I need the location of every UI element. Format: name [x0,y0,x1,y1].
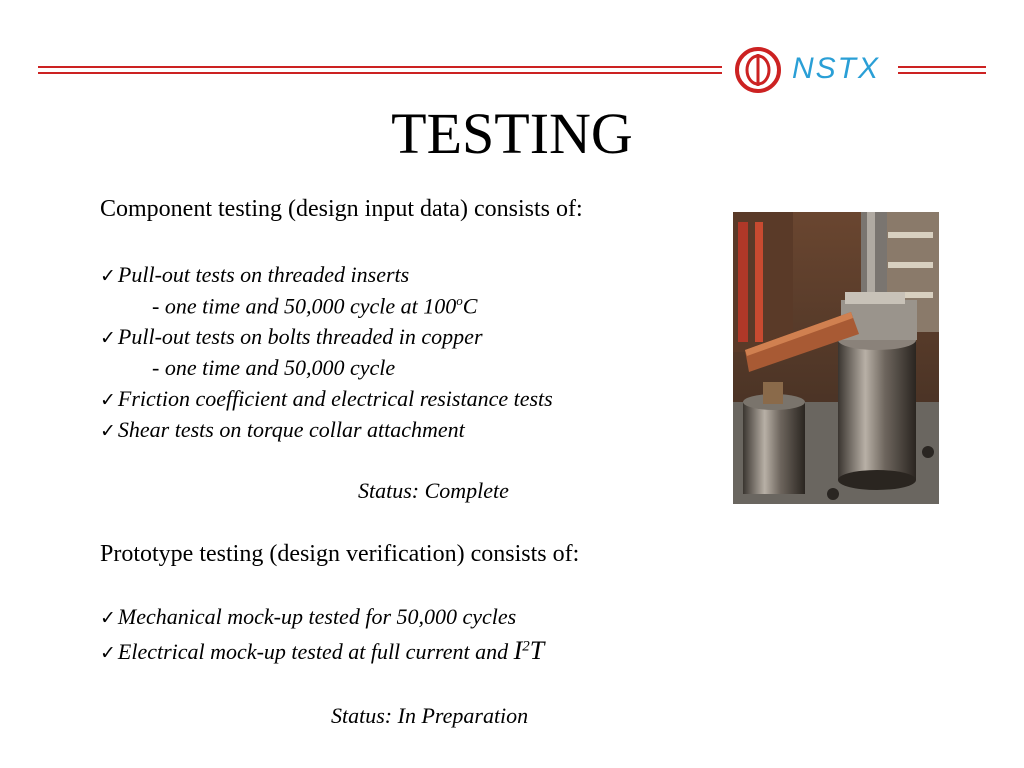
prototype-heading: Prototype testing (design verification) consists of: [100,541,580,567]
list-item: ✓Friction coefficient and electrical resistance tests [100,386,553,411]
list-item: ✓Pull-out tests on bolts threaded in copper [100,324,483,349]
component-heading: Component testing (design input data) consists of: [100,196,583,222]
sub-item: - one time and 50,000 cycle at 100$^o$C [152,293,478,319]
list-item: ✓Shear tests on torque collar attachment [100,417,465,442]
check-icon: ✓ [100,607,116,629]
component-status: Status: Complete [358,478,509,503]
check-icon: ✓ [100,327,116,349]
test-fixture-photo [733,212,939,504]
logo-text: NSTX [792,52,881,85]
check-icon: ✓ [100,265,116,287]
sub-item: - one time and 50,000 cycle [152,355,396,380]
list-item: ✓Mechanical mock-up tested for 50,000 cycles [100,604,517,629]
nstx-logo-icon [734,46,782,94]
list-item: ✓Pull-out tests on threaded inserts [100,262,410,287]
prototype-status: Status: In Preparation [331,703,529,728]
header-rule-right-bottom [898,72,986,74]
page-title: TESTING [391,101,633,166]
header-rule-right-top [898,66,986,68]
header-rule-top [38,66,722,68]
list-item: ✓Electrical mock-up tested at full current and $I^2T$ [100,636,545,665]
check-icon: ✓ [100,420,116,442]
header-rule-bottom [38,72,722,74]
check-icon: ✓ [100,642,116,664]
check-icon: ✓ [100,389,116,411]
